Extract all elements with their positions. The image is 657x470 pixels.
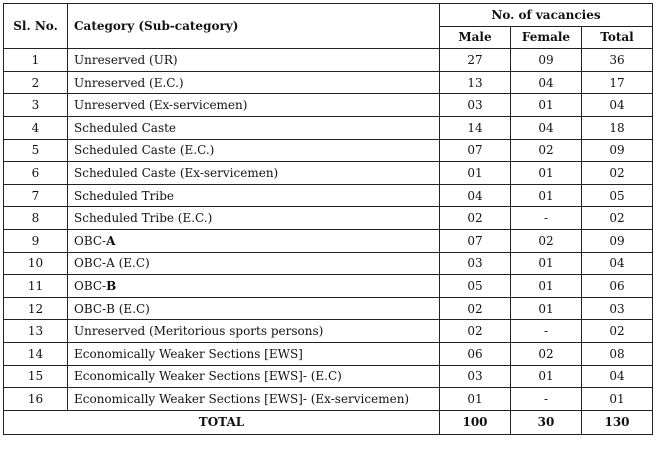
row-sl-no: 12 <box>4 297 68 320</box>
row-male: 07 <box>440 139 511 162</box>
row-sl-no: 1 <box>4 49 68 72</box>
header-male: Male <box>440 26 511 49</box>
row-category-prefix: OBC- <box>74 233 107 248</box>
row-total: 04 <box>582 94 653 117</box>
row-total: 02 <box>582 320 653 343</box>
table-row <box>4 320 653 343</box>
row-total: 02 <box>582 207 653 230</box>
row-category: Scheduled Caste <box>68 116 440 139</box>
table-row <box>4 49 653 72</box>
table-row <box>4 275 653 298</box>
total-total: 130 <box>582 410 653 434</box>
row-female: 02 <box>511 229 582 252</box>
header-female: Female <box>511 26 582 49</box>
row-total: 03 <box>582 297 653 320</box>
header-sl-no-label: Sl. No. <box>13 19 58 34</box>
row-total: 01 <box>582 388 653 411</box>
row-total: 36 <box>582 49 653 72</box>
total-male: 100 <box>440 410 511 434</box>
row-male: 02 <box>440 207 511 230</box>
row-male: 03 <box>440 94 511 117</box>
header-vacancies-label: No. of vacancies <box>491 7 601 22</box>
row-category: Economically Weaker Sections [EWS]- (Ex-servicemen) <box>68 388 440 411</box>
row-sl-no: 9 <box>4 229 68 252</box>
row-male: 04 <box>440 184 511 207</box>
row-total: 09 <box>582 139 653 162</box>
row-female: - <box>511 320 582 343</box>
row-total: 05 <box>582 184 653 207</box>
row-sl-no: 7 <box>4 184 68 207</box>
row-male: 02 <box>440 297 511 320</box>
row-category: Economically Weaker Sections [EWS] <box>68 342 440 365</box>
row-category: Scheduled Caste (Ex-servicemen) <box>68 162 440 185</box>
row-female: 01 <box>511 297 582 320</box>
row-female: 01 <box>511 94 582 117</box>
row-sl-no: 16 <box>4 388 68 411</box>
row-category: Economically Weaker Sections [EWS]- (E.C) <box>68 365 440 388</box>
row-female: 01 <box>511 275 582 298</box>
row-sl-no: 5 <box>4 139 68 162</box>
row-male: 07 <box>440 229 511 252</box>
row-male: 14 <box>440 116 511 139</box>
row-sl-no: 6 <box>4 162 68 185</box>
row-total: 09 <box>582 229 653 252</box>
row-sl-no: 15 <box>4 365 68 388</box>
row-male: 27 <box>440 49 511 72</box>
row-total: 04 <box>582 365 653 388</box>
row-category: Scheduled Caste (E.C.) <box>68 139 440 162</box>
row-category: Unreserved (E.C.) <box>68 71 440 94</box>
row-female: 01 <box>511 184 582 207</box>
row-male: 06 <box>440 342 511 365</box>
header-category-label: Category (Sub-category) <box>74 19 239 34</box>
row-category-prefix: OBC- <box>74 278 107 293</box>
row-category <box>68 275 440 298</box>
row-sl-no: 10 <box>4 252 68 275</box>
row-sl-no: 11 <box>4 275 68 298</box>
row-total: 08 <box>582 342 653 365</box>
table-row <box>4 342 653 365</box>
row-male: 02 <box>440 320 511 343</box>
row-total: 04 <box>582 252 653 275</box>
header-total: Total <box>582 26 653 49</box>
row-male: 03 <box>440 365 511 388</box>
row-female: - <box>511 388 582 411</box>
table-row <box>4 252 653 275</box>
header-category <box>68 4 440 49</box>
total-female: 30 <box>511 410 582 434</box>
row-category: Scheduled Tribe (E.C.) <box>68 207 440 230</box>
row-category: Unreserved (UR) <box>68 49 440 72</box>
row-total: 17 <box>582 71 653 94</box>
table-row <box>4 229 653 252</box>
row-category: Scheduled Tribe <box>68 184 440 207</box>
total-row <box>4 410 653 434</box>
row-sl-no: 2 <box>4 71 68 94</box>
row-female: 01 <box>511 162 582 185</box>
table-row <box>4 184 653 207</box>
table-row <box>4 388 653 411</box>
row-male: 13 <box>440 71 511 94</box>
total-label: TOTAL <box>4 410 440 434</box>
row-sl-no: 4 <box>4 116 68 139</box>
table-row <box>4 116 653 139</box>
row-female: 01 <box>511 365 582 388</box>
row-category: OBC-A (E.C) <box>68 252 440 275</box>
row-male: 03 <box>440 252 511 275</box>
row-sl-no: 14 <box>4 342 68 365</box>
row-category-bold: A <box>106 233 116 248</box>
row-total: 18 <box>582 116 653 139</box>
table-row <box>4 207 653 230</box>
vacancy-table <box>3 3 653 435</box>
row-male: 05 <box>440 275 511 298</box>
row-female: 02 <box>511 342 582 365</box>
row-female: 04 <box>511 71 582 94</box>
row-category-bold: B <box>106 278 117 293</box>
table-row <box>4 94 653 117</box>
row-male: 01 <box>440 388 511 411</box>
table-row <box>4 71 653 94</box>
row-total: 06 <box>582 275 653 298</box>
row-sl-no: 3 <box>4 94 68 117</box>
row-female: 09 <box>511 49 582 72</box>
row-female: 04 <box>511 116 582 139</box>
table-row <box>4 162 653 185</box>
row-female: - <box>511 207 582 230</box>
row-sl-no: 13 <box>4 320 68 343</box>
row-category: OBC-B (E.C) <box>68 297 440 320</box>
row-category: Unreserved (Meritorious sports persons) <box>68 320 440 343</box>
row-male: 01 <box>440 162 511 185</box>
table-row <box>4 297 653 320</box>
row-total: 02 <box>582 162 653 185</box>
table-row <box>4 139 653 162</box>
row-category: Unreserved (Ex-servicemen) <box>68 94 440 117</box>
table-body <box>4 49 653 411</box>
header-sl-no <box>4 4 68 49</box>
row-female: 02 <box>511 139 582 162</box>
header-vacancies <box>440 4 653 27</box>
row-category <box>68 229 440 252</box>
table-row <box>4 365 653 388</box>
row-sl-no: 8 <box>4 207 68 230</box>
row-female: 01 <box>511 252 582 275</box>
